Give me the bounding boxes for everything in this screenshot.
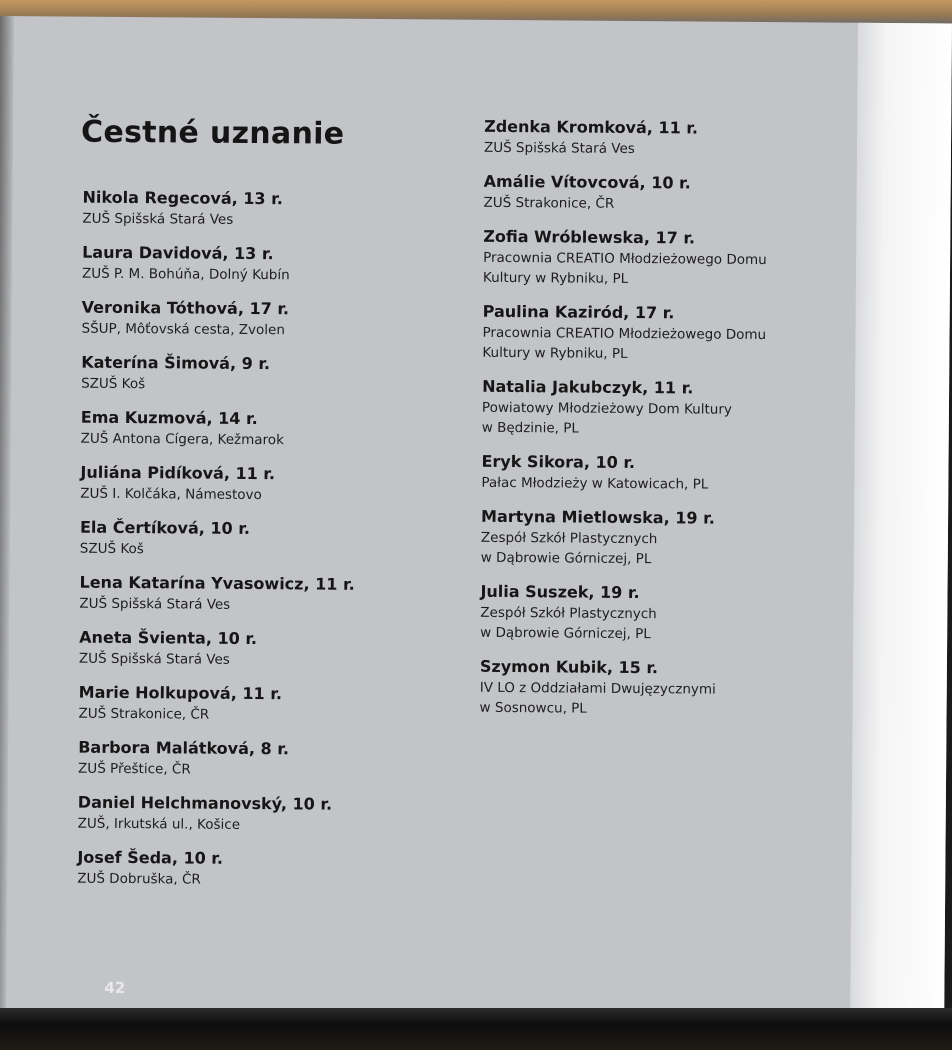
list-item bbox=[79, 572, 459, 617]
page-number: 42 bbox=[104, 978, 126, 998]
list-item bbox=[82, 242, 462, 287]
awardee-name: Aneta Švienta, 10 r. bbox=[79, 627, 258, 649]
school-line: w Dąbrowie Górniczej, PL bbox=[480, 549, 652, 568]
awardee-name: Zofia Wróblewska, 17 r. bbox=[483, 226, 696, 248]
school-line: SZUŠ Koš bbox=[81, 375, 146, 393]
list-item bbox=[82, 187, 462, 232]
list-item bbox=[483, 226, 843, 291]
scan-bottom-edge bbox=[0, 1008, 952, 1050]
left-column bbox=[77, 187, 463, 905]
awardee-name: Josef Šeda, 10 r. bbox=[77, 847, 224, 868]
school-line: ZUŠ I. Kolčáka, Námestovo bbox=[80, 485, 262, 504]
list-item bbox=[480, 581, 840, 646]
school-line: ZUŠ Spišská Stará Ves bbox=[79, 595, 231, 613]
school-line: ZUŠ Spišská Stará Ves bbox=[483, 139, 635, 157]
school-line: Pracownia CREATIO Młodzieżowego Domu bbox=[483, 249, 767, 269]
awardee-name: Amálie Vítovcová, 10 r. bbox=[483, 171, 691, 193]
school-line: w Będzinie, PL bbox=[481, 419, 580, 437]
list-item bbox=[78, 682, 458, 727]
list-item bbox=[81, 352, 461, 397]
school-line: ZUŠ Spišská Stará Ves bbox=[82, 210, 234, 228]
school-line: SŠUP, Môťovská cesta, Zvolen bbox=[81, 320, 285, 339]
awardee-name: Laura Davidová, 13 r. bbox=[82, 242, 274, 264]
awardee-name: Eryk Sikora, 10 r. bbox=[481, 451, 636, 473]
awardee-name: Katerína Šimová, 9 r. bbox=[81, 352, 271, 374]
school-line: w Sosnowcu, PL bbox=[479, 699, 587, 717]
awardee-name: Nikola Regecová, 13 r. bbox=[82, 187, 283, 209]
awardee-name: Natalia Jakubczyk, 11 r. bbox=[482, 376, 694, 398]
awardee-name: Marie Holkupová, 11 r. bbox=[78, 682, 283, 704]
list-item bbox=[77, 847, 457, 892]
list-item bbox=[81, 407, 461, 452]
school-line: Kultury w Rybniku, PL bbox=[482, 344, 628, 362]
awardee-name: Daniel Helchmanovský, 10 r. bbox=[77, 792, 333, 814]
school-line: ZUŠ Přeštice, ČR bbox=[78, 760, 191, 778]
school-line: Zespół Szkół Plastycznych bbox=[480, 604, 657, 623]
school-line: ZUŠ P. M. Bohúňa, Dolný Kubín bbox=[81, 265, 290, 284]
list-item bbox=[482, 376, 842, 441]
list-item bbox=[78, 737, 458, 782]
school-line: Zespół Szkół Plastycznych bbox=[480, 529, 658, 548]
school-line: Pracownia CREATIO Młodzieżowego Domu bbox=[482, 324, 767, 344]
list-item bbox=[80, 462, 460, 507]
school-line: Powiatowy Młodzieżowy Dom Kultury bbox=[481, 399, 732, 418]
list-item bbox=[80, 517, 460, 562]
list-item bbox=[483, 171, 843, 216]
awardee-name: Ela Čertíková, 10 r. bbox=[79, 517, 251, 538]
page-title: Čestné uznanie bbox=[80, 114, 345, 152]
awardee-name: Julia Suszek, 19 r. bbox=[480, 581, 640, 603]
school-line: IV LO z Oddziałami Dwujęzycznymi bbox=[479, 679, 716, 698]
school-line: ZUŠ Dobruška, ČR bbox=[77, 870, 201, 888]
right-column bbox=[479, 116, 844, 734]
book-page bbox=[0, 16, 952, 1023]
school-line: w Dąbrowie Górniczej, PL bbox=[480, 624, 651, 643]
list-item bbox=[481, 451, 841, 496]
list-item bbox=[482, 301, 842, 366]
page-gutter bbox=[0, 16, 14, 1016]
school-line: Pałac Młodzieży w Katowicach, PL bbox=[481, 474, 709, 493]
list-item bbox=[480, 656, 840, 721]
school-line: ZUŠ Strakonice, ČR bbox=[78, 705, 210, 723]
school-line: Kultury w Rybniku, PL bbox=[482, 269, 629, 287]
awardee-name: Zdenka Kromková, 11 r. bbox=[484, 116, 699, 138]
school-line: SZUŠ Koš bbox=[79, 540, 144, 558]
school-line: ZUŠ Strakonice, ČR bbox=[483, 194, 615, 212]
awardee-name: Juliána Pidíková, 11 r. bbox=[80, 462, 276, 484]
awardee-name: Szymon Kubik, 15 r. bbox=[479, 656, 659, 678]
school-line: ZUŠ Spišská Stará Ves bbox=[78, 650, 230, 668]
awardee-name: Veronika Tóthová, 17 r. bbox=[81, 297, 290, 319]
awardee-name: Barbora Malátková, 8 r. bbox=[78, 737, 290, 759]
list-item bbox=[78, 792, 458, 837]
list-item bbox=[79, 627, 459, 672]
awardee-name: Ema Kuzmová, 14 r. bbox=[80, 407, 258, 429]
list-item bbox=[481, 506, 841, 571]
list-item bbox=[81, 297, 461, 342]
awardee-name: Martyna Mietlowska, 19 r. bbox=[481, 506, 715, 528]
school-line: ZUŠ Antona Cígera, Kežmarok bbox=[80, 430, 284, 449]
page-edge bbox=[850, 23, 952, 1024]
awardee-name: Paulina Kaziród, 17 r. bbox=[482, 301, 675, 323]
school-line: ZUŠ, Irkutská ul., Košice bbox=[77, 815, 241, 833]
awardee-name: Lena Katarína Yvasowicz, 11 r. bbox=[79, 572, 355, 594]
list-item bbox=[484, 116, 844, 161]
